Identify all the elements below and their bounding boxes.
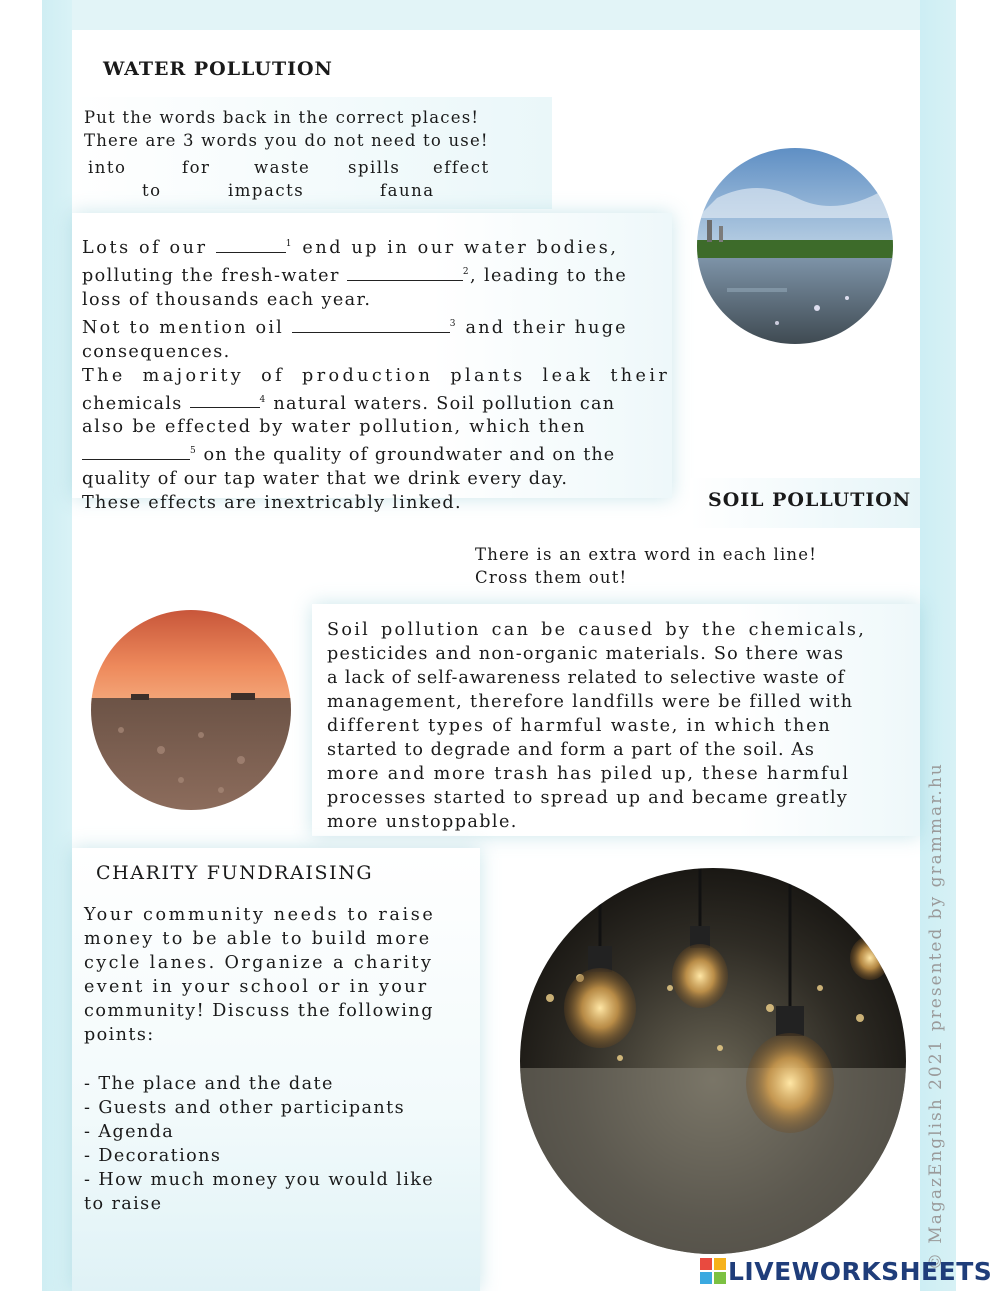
soil-instruction-1: There is an extra word in each line! xyxy=(475,545,818,564)
landfill-sunset-photo xyxy=(91,610,291,810)
gap-4-input[interactable] xyxy=(190,393,260,408)
water-line: $^5$ on the quality of groundwater and on the xyxy=(82,439,668,467)
gap-5-input[interactable] xyxy=(82,445,190,460)
soil-line[interactable]: management, therefore landfills were be filled with xyxy=(327,692,854,712)
charity-title: CHARITY FUNDRAISING xyxy=(96,862,374,884)
water-line: consequences. xyxy=(82,341,231,362)
charity-point: to raise xyxy=(84,1194,163,1214)
water-line: These effects are inextricably linked. xyxy=(82,493,462,514)
charity-points xyxy=(84,1072,464,1216)
water-line: also be effected by water pollution, which then xyxy=(82,417,587,438)
water-instruction-2: There are 3 words you do not need to use! xyxy=(84,131,489,150)
word-bank-item: waste xyxy=(254,158,311,177)
gap-2-input[interactable] xyxy=(347,266,463,281)
water-line: Not to mention oil $^3$ and their huge xyxy=(82,317,628,338)
water-instruction-1: Put the words back in the correct places! xyxy=(84,108,480,127)
charity-intro-line: Your community needs to raise xyxy=(84,905,436,925)
charity-intro xyxy=(84,903,464,1047)
soil-line[interactable]: processes started to spread up and became greatly xyxy=(327,788,849,808)
water-line: polluting the fresh-water $^2$, leading to the xyxy=(82,265,628,286)
charity-point: - The place and the date xyxy=(84,1074,334,1094)
water-line: Lots of our $^1$ end up in our water bodies, xyxy=(82,237,619,258)
charity-point: - Guests and other participants xyxy=(84,1098,406,1118)
charity-point: - How much money you would like xyxy=(84,1170,435,1190)
gap-3-input[interactable] xyxy=(292,318,450,333)
word-bank-item: fauna xyxy=(380,181,435,200)
liveworksheets-logo-text: LIVEWORKSHEETS xyxy=(728,1256,993,1286)
charity-intro-line: community! Discuss the following xyxy=(84,1001,435,1021)
water-line: quality of our tap water that we drink every day. xyxy=(82,469,569,490)
soil-line[interactable]: Soil pollution can be caused by the chemicals, xyxy=(327,620,867,640)
copyright-credit: © MagazEnglish 2021 presented by grammar.hu xyxy=(926,762,946,1270)
light-bulbs-photo xyxy=(520,868,906,1254)
liveworksheets-logo-icon xyxy=(700,1258,726,1284)
word-bank-item: for xyxy=(182,158,211,177)
soil-line[interactable]: more unstoppable. xyxy=(327,812,518,832)
charity-intro-line: event in your school or in your xyxy=(84,977,429,997)
top-band xyxy=(0,0,1000,30)
soil-line[interactable]: started to degrade and form a part of the soil. As xyxy=(327,740,815,760)
soil-line[interactable]: a lack of self-awareness related to selective waste of xyxy=(327,668,846,688)
soil-line[interactable]: more and more trash has piled up, these harmful xyxy=(327,764,850,784)
soil-line[interactable]: pesticides and non-organic materials. So there was xyxy=(327,644,845,664)
word-bank-item: into xyxy=(88,158,127,177)
charity-point: - Decorations xyxy=(84,1146,222,1166)
river-pollution-photo xyxy=(697,148,893,344)
water-line: chemicals $^4$ natural waters. Soil pollution can xyxy=(82,393,616,414)
soil-instruction-2: Cross them out! xyxy=(475,568,628,587)
charity-intro-line: cycle lanes. Organize a charity xyxy=(84,953,434,973)
word-bank-item: spills xyxy=(348,158,401,177)
charity-intro-line: points: xyxy=(84,1025,155,1045)
soil-line[interactable]: different types of harmful waste, in which then xyxy=(327,716,832,736)
liveworksheets-logo[interactable] xyxy=(700,1256,992,1286)
soil-text xyxy=(327,618,909,834)
water-pollution-title: WATER POLLUTION xyxy=(103,58,333,80)
charity-intro-line: money to be able to build more xyxy=(84,929,432,949)
word-bank-item: impacts xyxy=(228,181,305,200)
soil-pollution-title: SOIL POLLUTION xyxy=(708,489,912,511)
word-bank-item: effect xyxy=(433,158,490,177)
water-line: The majority of production plants leak their xyxy=(82,365,671,386)
word-bank-item: to xyxy=(142,181,162,200)
left-band xyxy=(0,0,72,1291)
gap-1-input[interactable] xyxy=(216,238,286,253)
water-text xyxy=(82,232,671,515)
water-line: loss of thousands each year. xyxy=(82,289,372,310)
charity-point: - Agenda xyxy=(84,1122,175,1142)
